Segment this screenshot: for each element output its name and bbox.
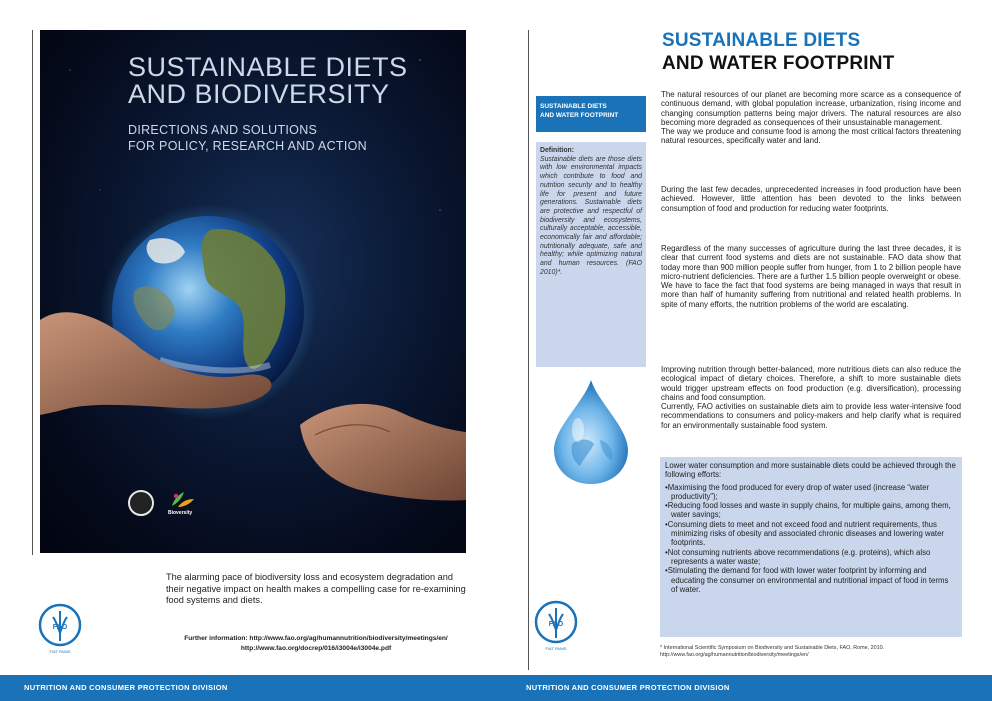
bioversity-leaf-icon [168,490,196,510]
cover-subtitle [128,122,367,154]
footer-text: NUTRITION AND CONSUMER PROTECTION DIVISION [526,683,730,692]
bioversity-logo [168,490,208,520]
footer-bar [496,675,992,701]
fao-logo-motto: FIAT PANIS [545,646,567,651]
water-drop-icon [550,378,632,486]
efforts-intro: Lower water consumption and more sustainable diets could be achieved through the following efforts: [665,461,956,480]
cover-image [40,30,466,553]
bioversity-logo-text: Bioversity [168,510,193,516]
fao-logo-motto: FIAT PANIS [49,649,71,654]
list-item: • Maximising the food produced for every drop of water used (increase “water productivity”); [665,483,957,502]
list-item: • Stimulating the demand for food with lower water footprint by informing and educating the consumer on environmental and nutritional impact of food in terms of water. [665,566,957,594]
page-margin-line [528,30,529,670]
footer-bar [0,675,496,701]
efforts-list [665,483,957,595]
page-title-line1: SUSTAINABLE DIETS [662,30,861,51]
fao-seal-small-icon [128,490,154,516]
cover-title-line: AND BIODIVERSITY [128,79,390,109]
list-item: • Not consuming nutrients above recommendations (e.g. proteins), which also represents a water waste; [665,548,957,567]
intro-paragraph: The alarming pace of biodiversity loss and ecosystem degradation and their negative impact on health makes a compelling case for re-examining food systems and diets. [166,572,466,606]
fao-logo-icon [38,603,82,655]
cover-subtitle-line: DIRECTIONS AND SOLUTIONS [128,123,318,137]
sidebar-heading-line: AND WATER FOOTPRINT [540,112,619,119]
footnote [660,645,970,659]
body-paragraph: Improving nutrition through better-balanced, more nutritious diets can also reduce the ecological impact of dietary choices. Therefore, a shift to more sustainable diets would trigger upstream effects on food production (e.g. diversification), processing chains and food consumption. [661,365,961,402]
body-paragraph: Currently, FAO activities on sustainable diets aim to provide less water-intensive food recommendations to consumers and policy-makers and help clarify what is required for an environmentally sustainable food system. [661,402,961,430]
body-block-4 [661,365,961,430]
fao-logo-letters: FAO [548,621,564,628]
right-page [496,0,992,701]
sidebar-heading-line: SUSTAINABLE DIETS [540,103,607,110]
list-item: • Consuming diets to meet and not exceed food and nutrient requirements, thus minimizing risks of obesity and associated chronic diseases and lowering water footprints. [665,520,957,548]
page-title-line2: AND WATER FOOTPRINT [662,53,895,74]
footnote-link[interactable]: http://www.fao.org/ag/humannutrition/biodiversity/meetings/en/ [660,652,809,658]
further-information [164,634,468,654]
body-paragraph: The way we produce and consume food is among the most critical factors threatening natural resources, specifically water and land. [661,127,961,146]
cover-title [128,54,408,108]
body-paragraph: Regardless of the many successes of agriculture during the last three decades, it is clear that current food systems and diets are not sustainable. FAO data show that today more than 900 million people suffer from hunger, from 1 to 2 billion people have micro-nutrient deficiencies. There are a further 1.5 billion people overweight or obese. We have to face the fact that food systems are being managed in ways that result in more than half of humanity suffering from nutritional and related health problems. In spite of many efforts, the nutrition problems of the world are escalating. [661,244,961,309]
fao-logo-letters: FAO [52,624,68,631]
definition-text: Sustainable diets are those diets with low environmental impacts which contribute to food and nutrition security and to healthy life for present and future generations. Sustainable diets are protective and respectful of biodiversity and ecosystems, culturally acceptable, accessible, economically fair and affordable; nutritionally adequate, safe and healthy; while optimizing natural and human resources. (FAO 2010)*. [540,155,642,276]
receiving-hands [300,404,466,501]
definition-box [536,142,646,367]
body-paragraph: The natural resources of our planet are becoming more scarce as a consequence of continuous demand, with global population increase, urbanization, rising income and changing consumption patterns being major drivers. The natural resources are also becoming more degraded as consequences of their unsustainable management. [661,90,961,127]
fao-logo-icon [534,600,578,652]
footer-text: NUTRITION AND CONSUMER PROTECTION DIVISION [24,683,228,692]
page-margin-line [32,30,33,555]
footnote-line: * International Scientific Symposium on Biodiversity and Sustainable Diets, FAO, Rome, 2010. [660,645,885,651]
body-paragraph: During the last few decades, unprecedented increases in food production have been achieved. However, little attention has been devoted to the links between consumption of food and production for reducing water footprints. [661,185,961,213]
cover-subtitle-line: FOR POLICY, RESEARCH AND ACTION [128,139,367,153]
list-item: • Reducing food losses and waste in supply chains, for multiple gains, among them, water savings; [665,501,957,520]
definition-title: Definition: [540,147,575,154]
efforts-box [660,457,962,637]
body-block-1 [661,90,961,146]
sidebar-heading [536,96,646,132]
cover-title-line: SUSTAINABLE DIETS [128,52,408,82]
further-info-link[interactable]: http://www.fao.org/docrep/016/i3004e/i3004e.pdf [240,645,392,652]
further-info-line: Further information: http://www.fao.org/ag/humannutrition/biodiversity/meetings/en/ [184,635,448,642]
